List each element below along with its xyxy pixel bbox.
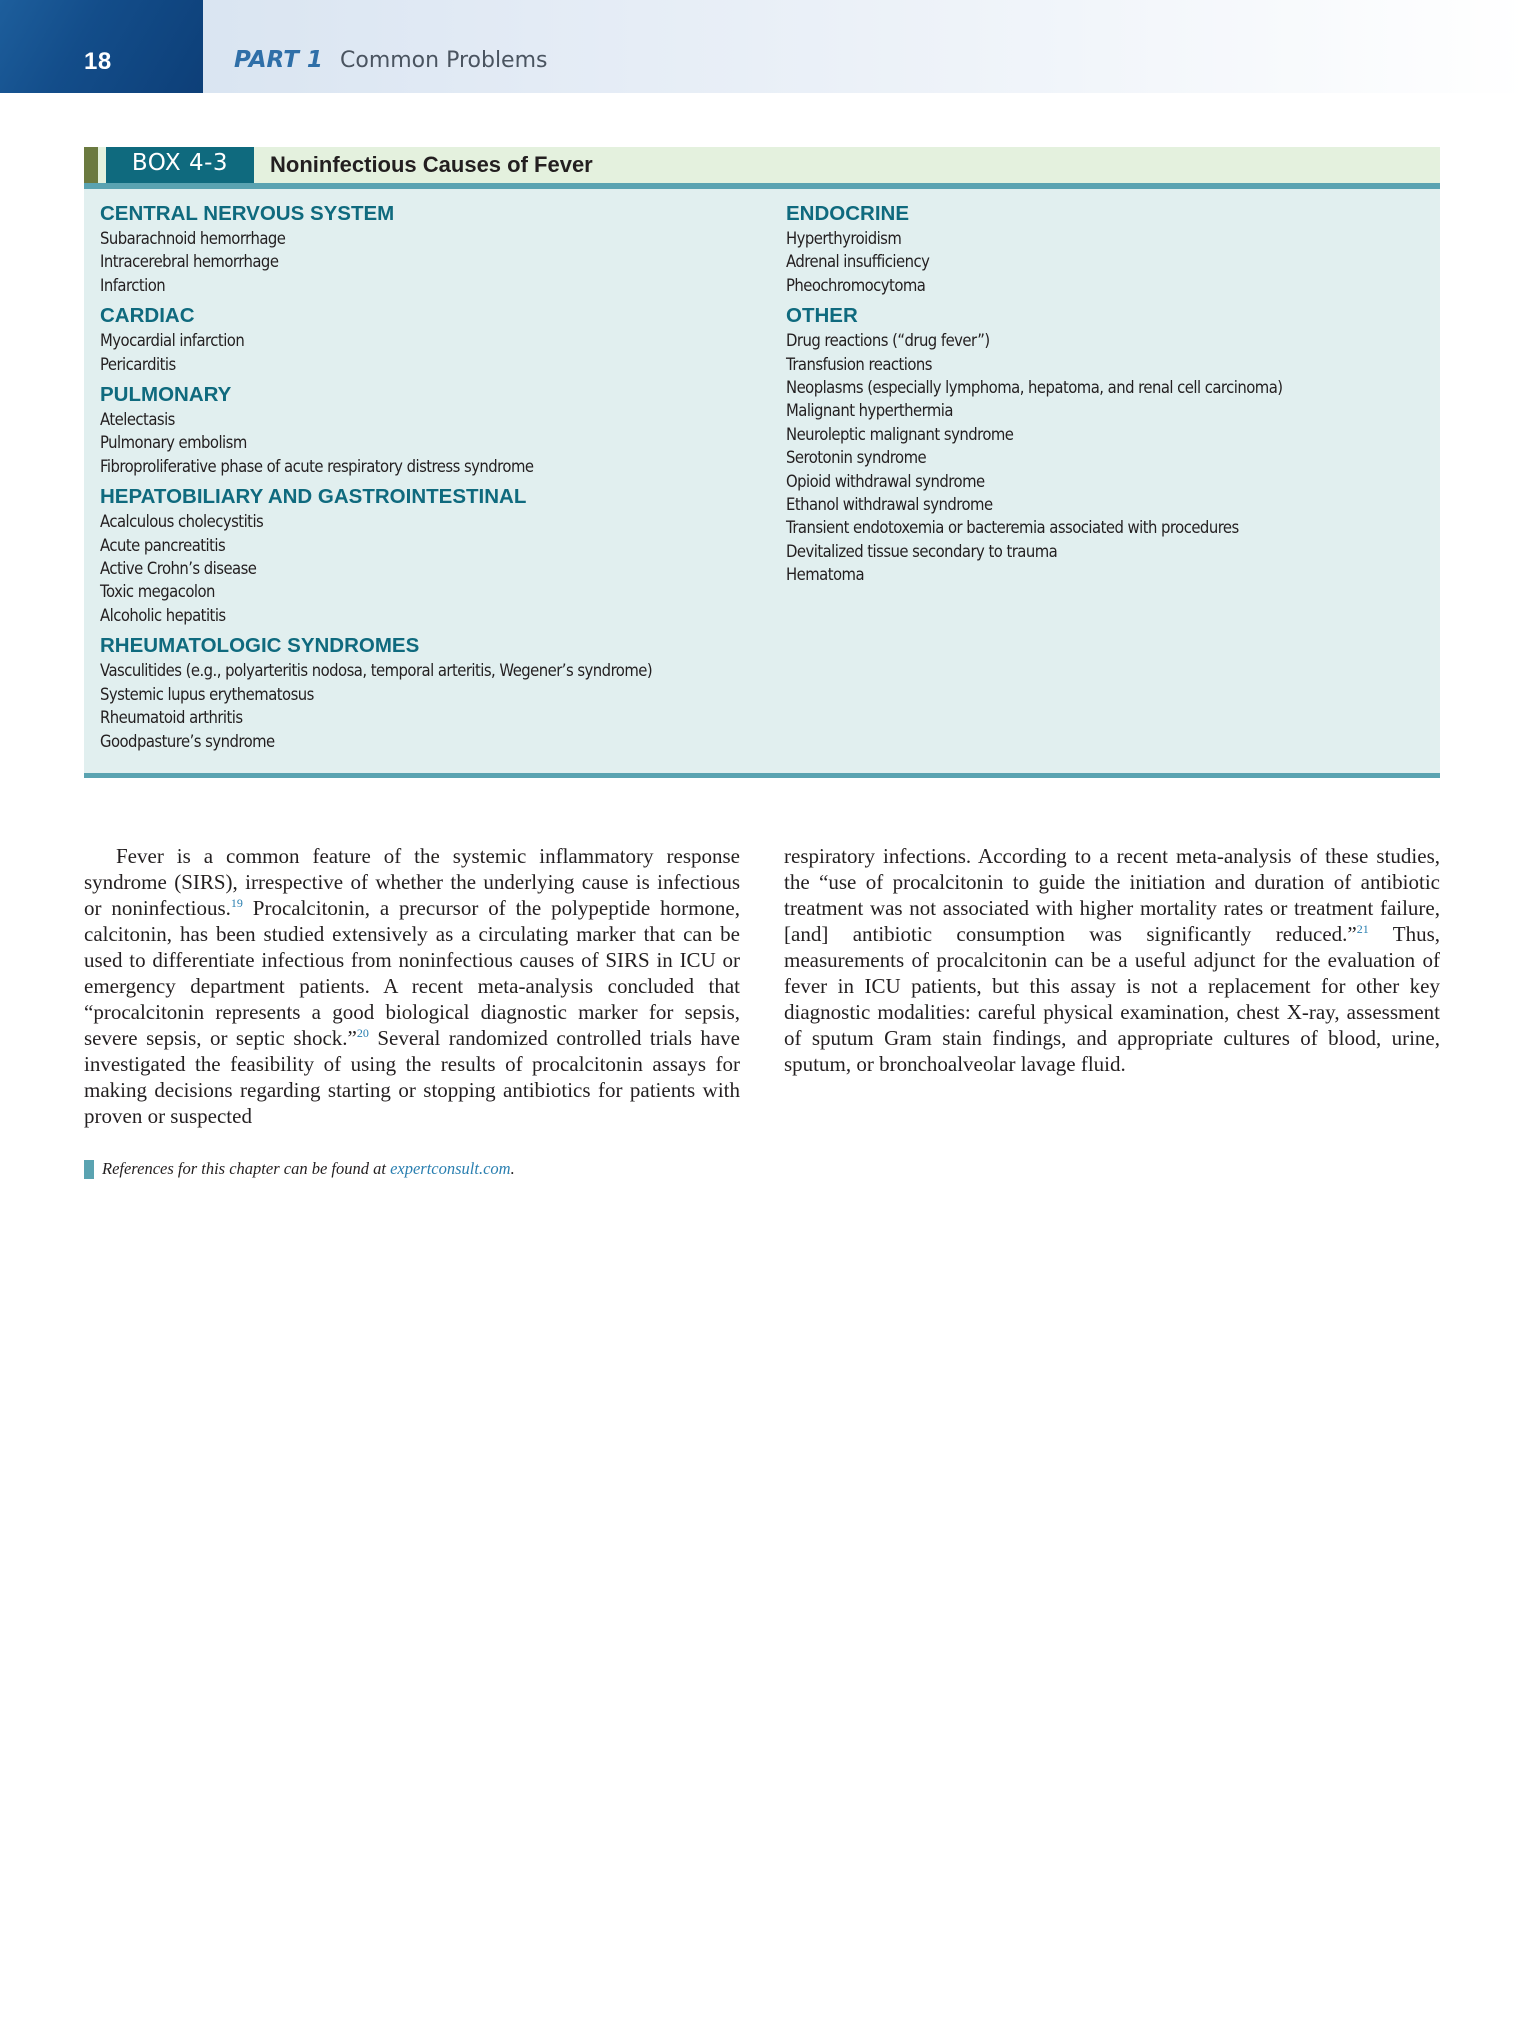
body-left-column [84,843,740,1129]
category-item: Myocardial infarction [100,331,245,351]
category-item: Drug reactions (“drug fever”) [786,331,990,351]
box-right-column [786,201,1426,587]
category-heading: PULMONARY [100,383,232,407]
category-item: Hyperthyroidism [786,229,902,248]
body-text: Procalcitonin, a precursor of the polypeptide hormone, calcitonin, has been studied extensively as a circulating marker that can be used to differentiate infectious from noninfectious causes of SIRS in ICU or emergency department patients. A recent meta-analysis concluded that “procalcitonin represents a good biological diagnostic marker for sepsis, severe sepsis, or septic shock.” [84,896,740,1050]
category-heading: ENDOCRINE [786,202,910,225]
page-number-block [0,0,203,93]
category-heading: CENTRAL NERVOUS SYSTEM [100,202,395,225]
part-label: PART 1 [234,47,323,73]
reference-20-link[interactable]: 20 [356,1026,369,1040]
category-item: Pericarditis [100,354,176,374]
category-item: Opioid withdrawal syndrome [786,471,985,491]
category-heading: OTHER [786,304,858,328]
category-item: Pulmonary embolism [100,433,247,453]
running-header [0,0,1528,93]
category-item: Alcoholic hepatitis [100,605,226,625]
box-accent-bar [84,147,98,183]
category-item: Acalculous cholecystitis [100,512,264,532]
body-text: Several randomized controlled trials have investigated the feasibility of using the results of procalcitonin assays for making decisions regarding starting or stopping antibiotics for patients with proven or suspected [84,1026,740,1128]
category-item: Intracerebral hemorrhage [100,252,279,272]
category-item: Vasculitides (e.g., polyarteritis nodosa, temporal arteritis, Wegener’s syndrome) [100,661,653,681]
box-label: BOX 4-3 [131,150,229,176]
expertconsult-link[interactable]: expertconsult.com [390,1159,511,1178]
category-item: Subarachnoid hemorrhage [100,229,286,248]
category-item: Transient endotoxemia or bacteremia associated with procedures [786,518,1239,538]
references-note [102,1159,515,1179]
box-bottom-rule [84,773,1440,778]
body-paragraph [784,843,1440,1077]
reference-19-link[interactable]: 19 [230,896,243,910]
page-number: 18 [84,48,112,75]
category-item: Ethanol withdrawal syndrome [786,495,993,515]
body-text: Fever is a common feature of the systemic inflammatory response syndrome (SIRS), irrespective of whether the underlying cause is infectious or noninfectious. [84,844,740,920]
references-end: . [510,1159,515,1178]
box-left-column [100,201,780,753]
reference-21-link[interactable]: 21 [1356,922,1369,936]
category-item: Serotonin syndrome [786,448,927,468]
category-item: Rheumatoid arthritis [100,708,243,728]
category-item: Fibroproliferative phase of acute respiratory distress syndrome [100,456,534,476]
category-item: Malignant hyperthermia [786,401,953,421]
references-marker [84,1160,94,1179]
part-title: Common Problems [340,48,548,73]
category-item: Infarction [100,275,166,295]
references-text: References for this chapter can be found at [102,1159,391,1178]
category-heading: CARDIAC [100,304,195,328]
category-item: Active Crohn’s disease [100,559,257,579]
category-item: Adrenal insufficiency [786,252,930,272]
category-item: Systemic lupus erythematosus [100,684,314,704]
body-text: respiratory infections. According to a recent meta-analysis of these studies, the “use of procalcitonin to guide the initiation and duration of antibiotic treatment was not associated with higher mortality rates or treatment failure, [and] antibiotic consumption was significantly reduced.” [784,844,1440,946]
category-item: Transfusion reactions [786,354,932,374]
category-item: Devitalized tissue secondary to trauma [786,541,1058,561]
category-item: Neoplasms (especially lymphoma, hepatoma, and renal cell carcinoma) [786,378,1283,398]
body-paragraph [84,843,740,1129]
category-item: Goodpasture’s syndrome [100,731,275,751]
category-item: Neuroleptic malignant syndrome [786,424,1014,444]
category-item: Hematoma [786,565,865,585]
category-item: Pheochromocytoma [786,275,926,295]
body-text: Thus, measurements of procalcitonin can be a useful adjunct for the evaluation of fever in ICU patients, but this assay is not a replacement for other key diagnostic modalities: careful physical examination, chest X-ray, assessment of sputum Gram stain findings, and appropriate cultures of blood, urine, sputum, or bronchoalveolar lavage fluid. [784,922,1440,1076]
category-heading: RHEUMATOLOGIC SYNDROMES [100,634,420,658]
category-heading: HEPATOBILIARY AND GASTROINTESTINAL [100,485,527,509]
box-title: Noninfectious Causes of Fever [270,152,593,177]
category-item: Atelectasis [100,410,175,430]
category-item: Toxic megacolon [100,582,215,602]
body-right-column [784,843,1440,1077]
category-item: Acute pancreatitis [100,535,226,555]
